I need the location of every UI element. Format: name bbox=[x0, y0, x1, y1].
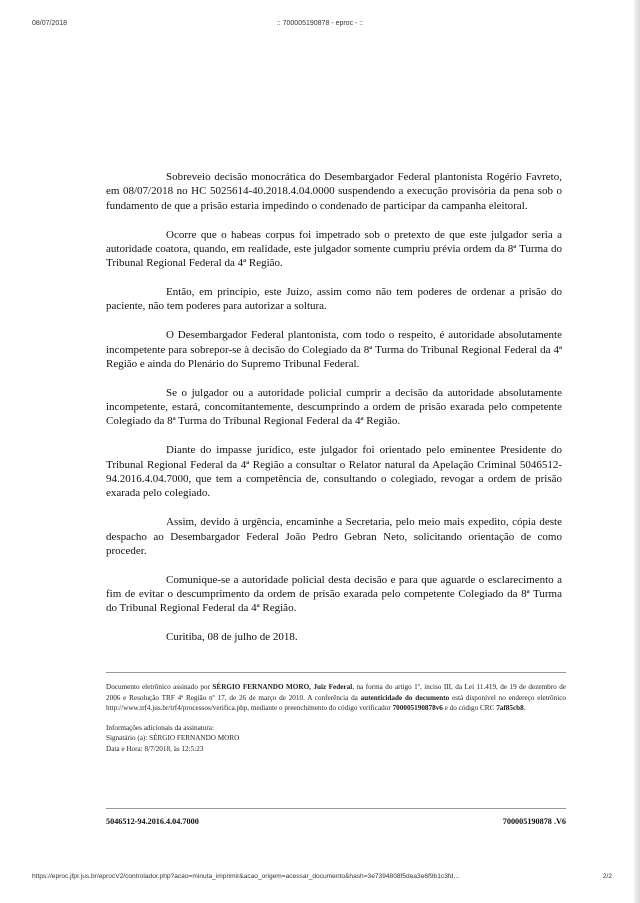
paragraph: O Desembargador Federal plantonista, com todo o respeito, é autoridade absolutamente incompetente para sobrepor-se à decisão do Colegiado da 8ª Turma do Tribunal Regional Federal da 4ª Região e ainda do Plenário do Supremo Tribunal Federal. bbox=[106, 329, 562, 370]
print-page-title: :: 700005190878 - eproc - :: bbox=[276, 20, 364, 27]
print-footer bbox=[0, 873, 640, 885]
document-footer bbox=[106, 808, 566, 826]
print-date: 08/07/2018 bbox=[32, 20, 68, 27]
paragraph: Ocorre que o habeas corpus foi impetrado sob o pretexto de que este julgador seria a autoridade coatora, quando, em realidade, este julgador somente cumpriu prévia ordem da 8ª Turma do Tribunal Regional Federal da 4ª Região. bbox=[106, 228, 562, 270]
paragraph: Se o julgador ou a autoridade policial cumprir a decisão da autoridade absolutamente incompetente, estará, concomitantemente, descumprindo a ordem de prisão exarada pelo competente Colegiado da 8ª Turma do Tribunal Regional Federal da 4ª Região. bbox=[106, 386, 562, 428]
verifier-code: 700005190878v6 bbox=[392, 704, 443, 713]
page-url: https://eproc.jfpr.jus.br/eprocV2/controlador.php?acao=minuta_imprimir&acao_origem=acessar_documento&hash=3e7394808f5dea3e6f9b1c3fd… bbox=[32, 873, 460, 880]
signer-name: SÉRGIO FERNANDO MORO, Juiz Federal bbox=[212, 683, 353, 691]
paragraph: Diante do impasse jurídico, este julgador foi orientado pelo eminentee Presidente do Tribunal Regional Federal da 4ª Região a consultar o Relator natural da Apelação Criminal 5046512-94.2016.4.04.7000, que tem a competência de, consultando o colegiado, revogar a ordem de prisão exarada pelo colegiado. bbox=[106, 444, 562, 500]
print-header bbox=[0, 20, 640, 32]
signatory-line: Signatário (a): SÉRGIO FERNANDO MORO bbox=[106, 734, 240, 743]
place-date-line: Curitiba, 08 de julho de 2018. bbox=[166, 631, 298, 644]
paragraph: Comunique-se a autoridade policial desta decisão e para que aguarde o esclarecimento a fim de evitar o descumprimento da ordem de prisão exarada pelo competente Colegiado da 8ª Turma do Tribunal Regional Federal da 4ª Região. bbox=[106, 573, 562, 615]
decision-body bbox=[106, 170, 562, 659]
authenticity-label: autenticidade do documento bbox=[360, 693, 450, 702]
paragraph: Assim, devido à urgência, encaminhe a Secretaria, pelo meio mais expedito, cópia deste despacho ao Desembargador Federal João Pedro Gebran Neto, solicitando orientação de como proceder. bbox=[106, 516, 562, 557]
paragraph: Então, em princípio, este Juízo, assim como não tem poderes de ordenar a prisão do paciente, não tem poderes para autorizar a soltura. bbox=[106, 286, 562, 313]
signature-datetime: Data e Hora: 8/7/2018, às 12:5:23 bbox=[106, 744, 204, 753]
page-counter: 2/2 bbox=[602, 873, 612, 880]
additional-info-heading: Informações adicionais da assinatura: bbox=[106, 723, 214, 732]
process-number: 5046512-94.2016.4.04.7000 bbox=[106, 817, 199, 826]
paragraph: Sobreveio decisão monocrática do Desembargador Federal plantonista Rogério Favreto, em 08/07/2018 no HC 5025614-40.2018.4.04.0000 suspendendo a execução provisória da pena sob o fundamento de que a prisão estaria impedindo o condenado de participar da campanha eleitoral. bbox=[106, 171, 562, 212]
electronic-signature-block bbox=[106, 672, 566, 755]
page-edge-shadow bbox=[634, 0, 640, 903]
document-id: 700005190878 .V6 bbox=[502, 817, 566, 826]
signature-statement: Documento eletrônico assinado por SÉRGIO FERNANDO MORO, Juiz Federal, na forma do artigo 1º, inciso III, da Lei 11.419, de 19 de dezembro de 2006 e Resolução TRF 4ª Região nº 17, de 26 de março de 2010. A conferência da autenticidade do documento está disponível no endereço eletrônico http://www.trf4.jus.br/trf4/processos/verifica.php, mediante o preenchimento do código verificador 700005190878v6 e do código CRC 7af85cb8. bbox=[106, 683, 567, 713]
crc-code: 7af85cb8 bbox=[496, 704, 524, 713]
